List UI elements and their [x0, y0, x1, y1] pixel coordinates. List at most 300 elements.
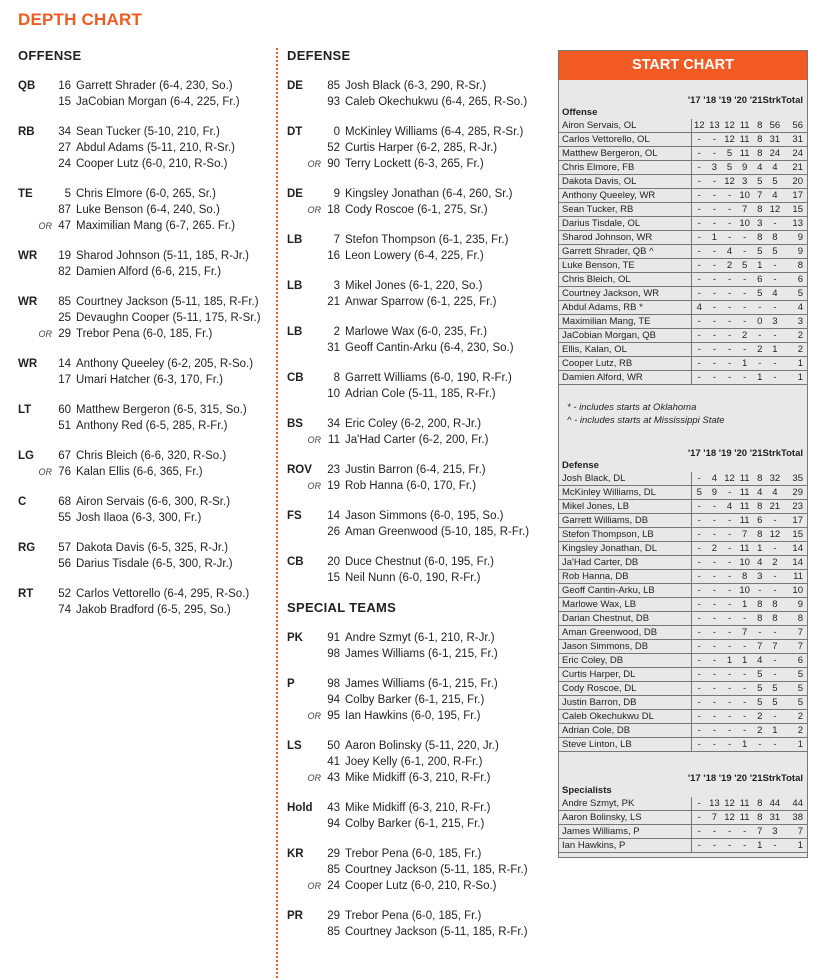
value-cell: 11	[782, 570, 807, 584]
value-cell: 4	[767, 486, 782, 500]
value-cell: -	[691, 175, 707, 189]
position-label: ROV	[287, 464, 312, 476]
value-cell: 8	[767, 598, 782, 612]
offense-position-group	[18, 402, 273, 434]
or-marker: OR	[38, 329, 52, 339]
or-marker: OR	[38, 467, 52, 477]
player-name: Ja'Had Carter (6-2, 200, Fr.)	[345, 434, 489, 446]
value-cell: 1	[782, 738, 807, 752]
or-marker: OR	[307, 711, 321, 721]
value-cell: -	[707, 315, 722, 329]
start-chart-row	[559, 839, 807, 853]
value-cell: -	[691, 738, 707, 752]
player-name: Stefon Thompson (6-1, 235, Fr.)	[345, 234, 509, 246]
value-cell: -	[707, 147, 722, 161]
value-cell: -	[722, 738, 737, 752]
start-chart-row	[559, 119, 807, 133]
value-cell: 9	[737, 161, 752, 175]
player-name: Luke Benson (6-4, 240, So.)	[76, 204, 220, 216]
player-row	[54, 78, 273, 94]
value-cell: -	[722, 329, 737, 343]
value-cell: 12	[691, 119, 707, 133]
value-cell: -	[691, 724, 707, 738]
defense-position-group	[287, 324, 549, 356]
player-name-cell: Justin Barron, DB	[559, 696, 691, 710]
player-row	[323, 416, 549, 432]
player-row	[323, 94, 549, 110]
value-cell: 2	[782, 343, 807, 357]
value-cell: -	[752, 357, 767, 371]
start-chart-row	[559, 287, 807, 301]
start-chart-row	[559, 682, 807, 696]
defense-position-group	[287, 232, 549, 264]
value-cell: 1	[767, 343, 782, 357]
value-cell: -	[691, 287, 707, 301]
value-cell: 6	[782, 654, 807, 668]
value-cell: -	[737, 710, 752, 724]
player-row	[38, 218, 273, 234]
start-chart-row	[559, 738, 807, 752]
value-cell: 8	[752, 119, 767, 133]
player-row	[307, 156, 549, 172]
value-cell: 1	[752, 259, 767, 273]
value-cell: 2	[782, 710, 807, 724]
start-chart-row	[559, 315, 807, 329]
position-label: DT	[287, 126, 303, 138]
value-cell: -	[722, 542, 737, 556]
player-name: Cooper Lutz (6-0, 210, R-So.)	[76, 158, 228, 170]
player-row	[323, 340, 549, 356]
value-cell: -	[737, 668, 752, 682]
value-cell: 9	[782, 231, 807, 245]
jersey-number: 5	[64, 188, 71, 200]
value-cell: 6	[752, 273, 767, 287]
player-row	[54, 94, 273, 110]
value-cell: -	[767, 626, 782, 640]
player-name-cell: Cooper Lutz, RB	[559, 357, 691, 371]
special-teams-groups	[287, 630, 549, 940]
player-row	[323, 248, 549, 264]
player-name-cell: Matthew Bergeron, OL	[559, 147, 691, 161]
player-name: Damien Alford (6-6, 215, Fr.)	[76, 266, 222, 278]
defense-position-group	[287, 416, 549, 448]
value-cell: 31	[767, 133, 782, 147]
value-cell: -	[691, 133, 707, 147]
player-name-cell: Caleb Okechukwu DL	[559, 710, 691, 724]
value-cell: 8	[737, 570, 752, 584]
value-cell: -	[707, 570, 722, 584]
player-name: James Williams (6-1, 215, Fr.)	[345, 648, 498, 660]
value-cell: -	[767, 738, 782, 752]
jersey-number: 7	[333, 234, 340, 246]
player-name: Umari Hatcher (6-3, 170, Fr.)	[76, 374, 223, 386]
start-chart-row	[559, 472, 807, 486]
value-cell: -	[722, 584, 737, 598]
value-cell: 32	[767, 472, 782, 486]
value-cell: -	[767, 217, 782, 231]
value-cell: 12	[722, 472, 737, 486]
player-name-cell: Josh Black, DL	[559, 472, 691, 486]
player-name: Abdul Adams (5-11, 210, R-Sr.)	[76, 142, 235, 154]
defense-position-group	[287, 554, 549, 586]
value-cell: 35	[782, 472, 807, 486]
value-cell: -	[707, 556, 722, 570]
value-cell: -	[691, 598, 707, 612]
value-cell: 17	[782, 514, 807, 528]
value-cell: -	[691, 371, 707, 385]
player-name-cell: Adrian Cole, DB	[559, 724, 691, 738]
start-chart-row	[559, 217, 807, 231]
value-cell: 1	[722, 654, 737, 668]
value-cell: 11	[737, 119, 752, 133]
position-label: LB	[287, 234, 303, 246]
value-cell: 2	[722, 259, 737, 273]
value-cell: 12	[767, 203, 782, 217]
player-name-cell: Anthony Queeley, WR	[559, 189, 691, 203]
value-cell: 1	[782, 371, 807, 385]
value-cell: -	[707, 217, 722, 231]
player-row	[54, 556, 273, 572]
value-cell: 5	[767, 245, 782, 259]
value-cell: 11	[737, 542, 752, 556]
value-cell: 8	[752, 612, 767, 626]
position-label: PR	[287, 910, 303, 922]
value-cell: 38	[782, 811, 807, 825]
player-name: Mike Midkiff (6-3, 210, R-Fr.)	[345, 772, 491, 784]
value-cell: -	[707, 287, 722, 301]
value-cell: -	[722, 640, 737, 654]
value-cell: 4	[691, 301, 707, 315]
value-cell: 8	[767, 612, 782, 626]
player-row	[38, 326, 273, 342]
player-list	[323, 278, 549, 310]
player-name: Courtney Jackson (5-11, 185, R-Fr.)	[345, 864, 528, 876]
special-teams-position-group	[287, 846, 549, 894]
jersey-number: 29	[58, 328, 71, 340]
or-marker: OR	[307, 481, 321, 491]
player-name-cell: Ja'Had Carter, DB	[559, 556, 691, 570]
player-name: JaCobian Morgan (6-4, 225, Fr.)	[76, 96, 240, 108]
defense-position-group	[287, 124, 549, 172]
value-cell: 5	[752, 245, 767, 259]
defense-heading: DEFENSE	[287, 48, 351, 63]
value-cell: -	[691, 626, 707, 640]
value-cell: 4	[722, 500, 737, 514]
player-list	[307, 416, 549, 448]
value-cell: 2	[752, 710, 767, 724]
position-label: QB	[18, 80, 36, 92]
player-row	[323, 738, 549, 754]
player-name-cell: Damien Alford, WR	[559, 371, 691, 385]
value-cell: 11	[737, 514, 752, 528]
player-name: Airon Servais (6-6, 300, R-Sr.)	[76, 496, 231, 508]
value-cell: -	[722, 357, 737, 371]
value-cell: 6	[782, 273, 807, 287]
position-label: WR	[18, 250, 38, 262]
or-marker: OR	[307, 159, 321, 169]
value-cell: 6	[752, 514, 767, 528]
value-cell: 4	[707, 472, 722, 486]
value-cell: 2	[752, 724, 767, 738]
value-cell: 11	[737, 147, 752, 161]
player-name-cell: Curtis Harper, DL	[559, 668, 691, 682]
start-chart-row	[559, 584, 807, 598]
jersey-number: 52	[327, 142, 340, 154]
offense-position-group	[18, 124, 273, 172]
player-name-cell: Carlos Vettorello, OL	[559, 133, 691, 147]
player-name: Josh Black (6-3, 290, R-Sr.)	[345, 80, 487, 92]
special-teams-position-group	[287, 908, 549, 940]
player-name-cell: Garrett Shrader, QB ^	[559, 245, 691, 259]
player-name: Justin Barron (6-4, 215, Fr.)	[345, 464, 486, 476]
player-list	[54, 540, 273, 572]
value-cell: -	[722, 696, 737, 710]
player-name-cell: Ian Hawkins, P	[559, 839, 691, 853]
value-cell: -	[707, 273, 722, 287]
special-teams-position-group	[287, 630, 549, 662]
value-cell: -	[691, 315, 707, 329]
player-name: Garrett Shrader (6-4, 230, So.)	[76, 80, 233, 92]
defense-position-group	[287, 462, 549, 494]
jersey-number: 76	[58, 466, 71, 478]
value-cell: -	[722, 710, 737, 724]
value-cell: -	[691, 556, 707, 570]
value-cell: 24	[767, 147, 782, 161]
jersey-number: 25	[58, 312, 71, 324]
jersey-number: 94	[327, 818, 340, 830]
value-cell: 7	[782, 626, 807, 640]
player-row	[323, 462, 549, 478]
position-label: TE	[18, 188, 33, 200]
jersey-number: 87	[58, 204, 71, 216]
player-name-cell: Jason Simmons, DB	[559, 640, 691, 654]
position-label: BS	[287, 418, 303, 430]
value-cell: -	[752, 329, 767, 343]
offense-position-group	[18, 186, 273, 234]
value-cell: 21	[782, 161, 807, 175]
player-list	[38, 448, 273, 480]
player-row	[54, 310, 273, 326]
player-name-cell: Darian Chestnut, DB	[559, 612, 691, 626]
position-label: C	[18, 496, 27, 508]
value-cell: 8	[752, 203, 767, 217]
player-name-cell: Abdul Adams, RB *	[559, 301, 691, 315]
value-cell: -	[767, 259, 782, 273]
player-list	[323, 800, 549, 832]
player-list	[54, 124, 273, 172]
player-name-cell: Steve Linton, LB	[559, 738, 691, 752]
start-chart-row	[559, 626, 807, 640]
value-cell: 4	[752, 486, 767, 500]
value-cell: 5	[752, 668, 767, 682]
start-chart-table	[559, 472, 807, 752]
value-cell: 2	[737, 329, 752, 343]
player-name: Andre Szmyt (6-1, 210, R-Jr.)	[345, 632, 495, 644]
player-row	[323, 386, 549, 402]
defense-groups	[287, 78, 549, 586]
value-cell: 12	[722, 119, 737, 133]
value-cell: -	[707, 612, 722, 626]
jersey-number: 9	[333, 188, 340, 200]
value-cell: 1	[707, 231, 722, 245]
jersey-number: 19	[58, 250, 71, 262]
value-cell: -	[691, 570, 707, 584]
value-cell: 4	[767, 161, 782, 175]
position-label: CB	[287, 556, 304, 568]
player-name: Sean Tucker (5-10, 210, Fr.)	[76, 126, 220, 138]
value-cell: -	[737, 724, 752, 738]
value-cell: 5	[782, 682, 807, 696]
player-name: Courtney Jackson (5-11, 185, R-Fr.)	[76, 296, 259, 308]
player-list	[54, 356, 273, 388]
player-name: Maximilian Mang (6-7, 265. Fr.)	[76, 220, 236, 232]
value-cell: -	[691, 839, 707, 853]
value-cell: 7	[782, 825, 807, 839]
value-cell: 8	[752, 133, 767, 147]
player-row	[323, 692, 549, 708]
jersey-number: 16	[327, 250, 340, 262]
value-cell: 10	[737, 584, 752, 598]
position-label: LB	[287, 280, 303, 292]
jersey-number: 93	[327, 96, 340, 108]
position-label: PK	[287, 632, 303, 644]
value-cell: -	[707, 738, 722, 752]
player-name: Terry Lockett (6-3, 265, Fr.)	[345, 158, 484, 170]
value-cell: -	[722, 682, 737, 696]
value-cell: -	[691, 189, 707, 203]
value-cell: -	[707, 598, 722, 612]
special-teams-position-group	[287, 676, 549, 724]
player-name-cell: Eric Coley, DB	[559, 654, 691, 668]
value-cell: 4	[752, 654, 767, 668]
position-label: RB	[18, 126, 35, 138]
jersey-number: 27	[58, 142, 71, 154]
player-name: Duce Chestnut (6-0, 195, Fr.)	[345, 556, 494, 568]
jersey-number: 10	[327, 388, 340, 400]
value-cell: 0	[752, 315, 767, 329]
special-teams-heading: SPECIAL TEAMS	[287, 600, 397, 615]
value-cell: -	[722, 217, 737, 231]
value-cell: -	[707, 584, 722, 598]
player-name-cell: James Williams, P	[559, 825, 691, 839]
value-cell: -	[767, 273, 782, 287]
value-cell: -	[722, 189, 737, 203]
position-label: LB	[287, 326, 303, 338]
position-label: P	[287, 678, 295, 690]
value-cell: -	[737, 839, 752, 853]
player-name-cell: Darius Tisdale, OL	[559, 217, 691, 231]
value-cell: 4	[767, 189, 782, 203]
start-chart-section	[559, 447, 807, 752]
value-cell: -	[737, 245, 752, 259]
jersey-number: 74	[58, 604, 71, 616]
player-list	[323, 508, 549, 540]
value-cell: 7	[737, 626, 752, 640]
player-name: Anthony Red (6-5, 285, R-Fr.)	[76, 420, 228, 432]
value-cell: -	[707, 640, 722, 654]
start-chart-table	[559, 119, 807, 385]
player-row	[323, 646, 549, 662]
value-cell: -	[691, 329, 707, 343]
section-label: Defense	[562, 460, 599, 471]
value-cell: -	[722, 626, 737, 640]
jersey-number: 14	[58, 358, 71, 370]
value-cell: -	[707, 357, 722, 371]
start-chart-row	[559, 598, 807, 612]
value-cell: 7	[707, 811, 722, 825]
defense-position-group	[287, 278, 549, 310]
value-cell: 4	[767, 287, 782, 301]
player-name: McKinley Williams (6-4, 285, R-Sr.)	[345, 126, 524, 138]
value-cell: 31	[782, 133, 807, 147]
value-cell: -	[691, 696, 707, 710]
start-chart-row	[559, 203, 807, 217]
player-row	[54, 356, 273, 372]
player-row	[323, 524, 549, 540]
value-cell: -	[767, 357, 782, 371]
jersey-number: 31	[327, 342, 340, 354]
value-cell: 3	[767, 315, 782, 329]
value-cell: 1	[782, 357, 807, 371]
value-cell: 3	[767, 825, 782, 839]
value-cell: -	[707, 514, 722, 528]
player-row	[54, 156, 273, 172]
player-name-cell: McKinley Williams, DL	[559, 486, 691, 500]
player-list	[54, 402, 273, 434]
player-name: Anwar Sparrow (6-1, 225, Fr.)	[345, 296, 497, 308]
value-cell: -	[722, 486, 737, 500]
player-name-cell: Stefon Thompson, LB	[559, 528, 691, 542]
player-list	[38, 186, 273, 234]
value-cell: 20	[782, 175, 807, 189]
value-cell: 8	[767, 231, 782, 245]
start-chart-row	[559, 640, 807, 654]
jersey-number: 41	[327, 756, 340, 768]
offense-heading: OFFENSE	[18, 48, 82, 63]
value-cell: -	[737, 287, 752, 301]
value-cell: 8	[752, 147, 767, 161]
player-row	[54, 140, 273, 156]
player-name-cell: Cody Roscoe, DL	[559, 682, 691, 696]
defense-position-group	[287, 78, 549, 110]
footnote: ^ - includes starts at Mississippi State	[567, 415, 725, 426]
player-name: Matthew Bergeron (6-5, 315, So.)	[76, 404, 247, 416]
value-cell: 1	[737, 654, 752, 668]
value-cell: -	[722, 343, 737, 357]
player-row	[54, 264, 273, 280]
value-cell: -	[691, 654, 707, 668]
value-cell: -	[691, 514, 707, 528]
start-chart-section	[559, 94, 807, 385]
player-row	[307, 478, 549, 494]
player-name: Aaron Bolinsky (5-11, 220, Jr.)	[345, 740, 499, 752]
player-row	[323, 124, 549, 140]
value-cell: -	[691, 710, 707, 724]
value-cell: -	[752, 584, 767, 598]
value-cell: -	[767, 584, 782, 598]
value-cell: -	[722, 287, 737, 301]
value-cell: -	[767, 329, 782, 343]
offense-position-group	[18, 586, 273, 618]
value-cell: -	[722, 273, 737, 287]
player-list	[307, 846, 549, 894]
player-name-cell: Sharod Johnson, WR	[559, 231, 691, 245]
player-name: Joey Kelly (6-1, 200, R-Fr.)	[345, 756, 483, 768]
start-chart-body	[559, 94, 807, 853]
player-name: Anthony Queeley (6-2, 205, R-So.)	[76, 358, 254, 370]
position-label: FS	[287, 510, 302, 522]
jersey-number: 16	[58, 80, 71, 92]
